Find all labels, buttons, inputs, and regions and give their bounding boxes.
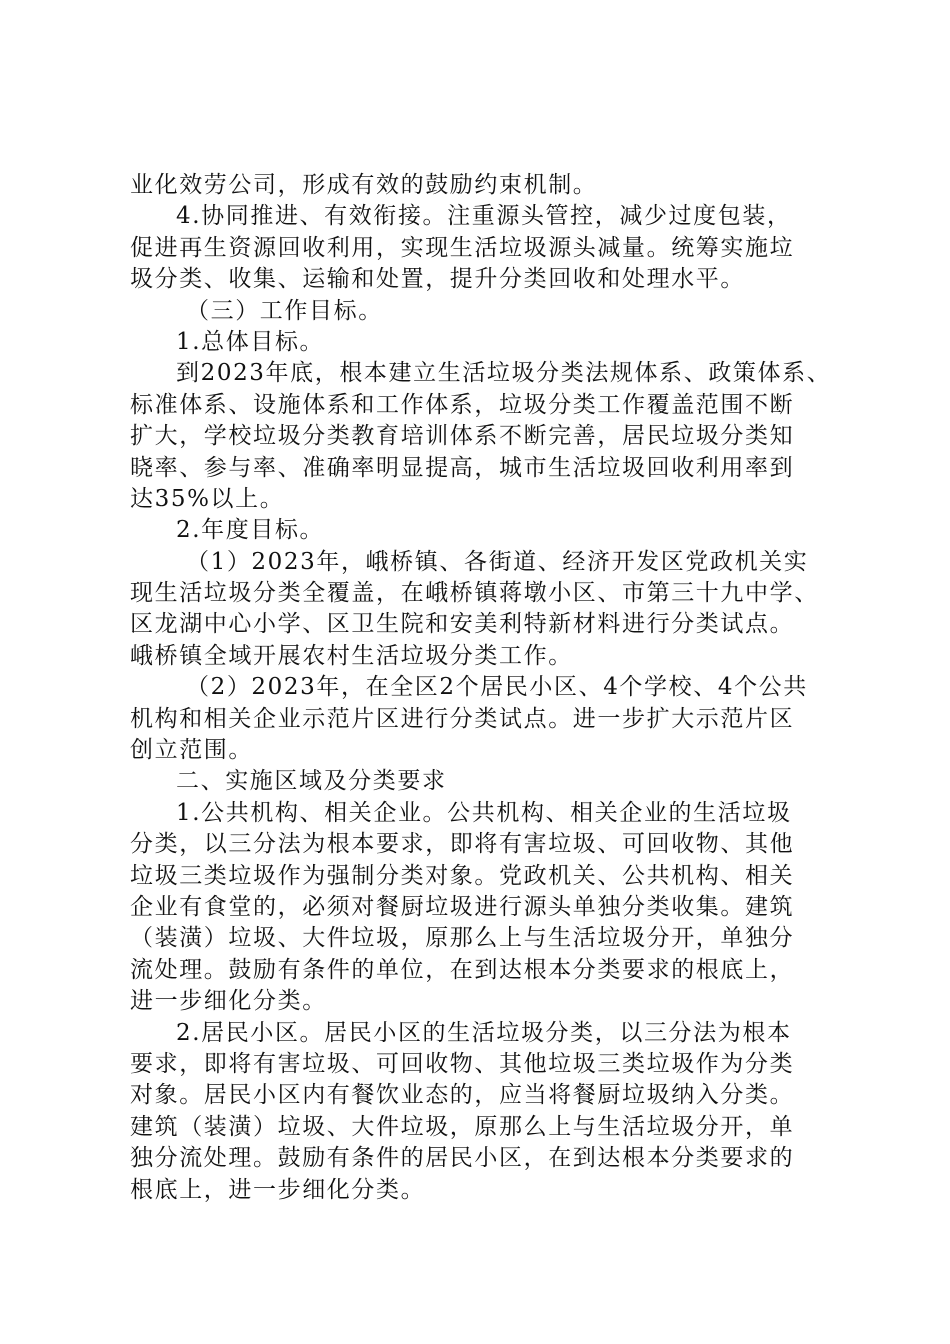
text-line: 建筑（装潢）垃圾、大件垃圾，原那么上与生活垃圾分开，单: [130, 1113, 795, 1140]
text-line: 现生活垃圾分类全覆盖，在峨桥镇蒋墩小区、市第三十九中学、: [130, 580, 819, 607]
text-line: 晓率、参与率、准确率明显提高，城市生活垃圾回收利用率到: [130, 454, 795, 481]
text-line: 区龙湖中心小学、区卫生院和安美利特新材料进行分类试点。: [130, 611, 795, 638]
text-line: 业化效劳公司，形成有效的鼓励约束机制。: [130, 172, 598, 198]
text-line: （1）2023年，峨桥镇、各街道、经济开发区党政机关实: [186, 548, 809, 575]
text-line: 标准体系、设施体系和工作体系，垃圾分类工作覆盖范围不断: [130, 391, 795, 418]
text-line: 要求，即将有害垃圾、可回收物、其他垃圾三类垃圾作为分类: [130, 1050, 795, 1077]
text-line: 圾分类、收集、运输和处置，提升分类回收和处理水平。: [130, 266, 745, 293]
text-line: 二、实施区域及分类要求: [176, 768, 447, 795]
text-line: 创立范围。: [130, 737, 253, 764]
text-line: 1.总体目标。: [176, 328, 325, 355]
text-line: 机构和相关企业示范片区进行分类试点。进一步扩大示范片区: [130, 705, 795, 732]
text-line: 2.居民小区。居民小区的生活垃圾分类，以三分法为根本: [176, 1019, 792, 1046]
text-line: （装潢）垃圾、大件垃圾，原那么上与生活垃圾分开，单独分: [130, 925, 795, 952]
text-line: 根底上，进一步细化分类。: [130, 1176, 426, 1203]
text-line: 企业有食堂的，必须对餐厨垃圾进行源头单独分类收集。建筑: [130, 893, 795, 920]
text-line: 进一步细化分类。: [130, 988, 327, 1015]
document-body: [130, 170, 850, 1206]
text-line: 扩大，学校垃圾分类教育培训体系不断完善，居民垃圾分类知: [130, 423, 795, 450]
text-line: （2）2023年，在全区2个居民小区、4个学校、4个公共: [186, 674, 808, 701]
text-line: 到2023年底，根本建立生活垃圾分类法规体系、政策体系、: [176, 360, 832, 387]
text-line: 2.年度目标。: [176, 517, 325, 544]
text-line: 促进再生资源回收利用，实现生活垃圾源头减量。统筹实施垃: [130, 234, 795, 261]
text-line: 垃圾三类垃圾作为强制分类对象。党政机关、公共机构、相关: [130, 862, 795, 889]
text-line: 1.公共机构、相关企业。公共机构、相关企业的生活垃圾: [176, 799, 792, 826]
text-line: 达35%以上。: [130, 485, 285, 512]
text-line: 对象。居民小区内有餐饮业态的，应当将餐厨垃圾纳入分类。: [130, 1082, 795, 1109]
text-line: （三）工作目标。: [186, 297, 383, 324]
text-line: 独分流处理。鼓励有条件的居民小区，在到达根本分类要求的: [130, 1145, 795, 1172]
text-line: 流处理。鼓励有条件的单位，在到达根本分类要求的根底上，: [130, 956, 795, 983]
text-line: 分类，以三分法为根本要求，即将有害垃圾、可回收物、其他: [130, 831, 795, 858]
text-line: 4.协同推进、有效衔接。注重源头管控，减少过度包装，: [176, 203, 792, 230]
text-line: 峨桥镇全域开展农村生活垃圾分类工作。: [130, 642, 573, 669]
